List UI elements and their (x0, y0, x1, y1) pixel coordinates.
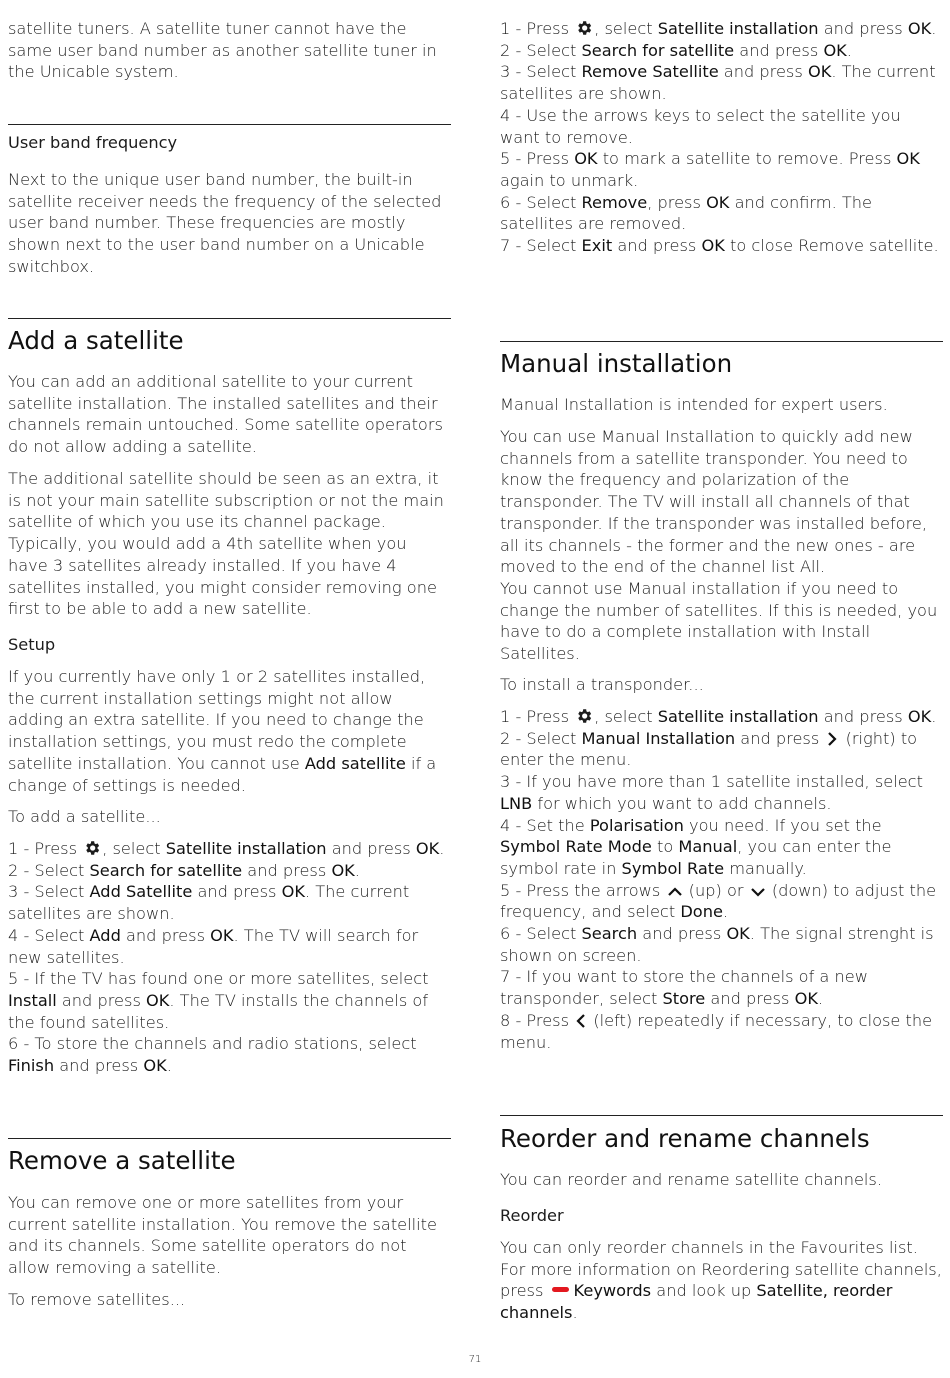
divider (8, 318, 451, 319)
step-2: 2 - Select Search for satellite and press OK. (8, 860, 360, 880)
manual-installation-heading: Manual installation (500, 349, 733, 378)
step-3: 3 - If you have more than 1 satellite installed, select LNB for which you want to add channels. (500, 772, 923, 813)
step-7: 7 - If you want to store the channels of a new transponder, select Store and press OK. (500, 967, 868, 1009)
red-color-key-icon (552, 1287, 569, 1292)
reorder-rename-heading: Reorder and rename channels (500, 1124, 870, 1153)
reorder-paragraph: You can only reorder channels in the Favourites list. For more information on Reordering satellite channels, press Keywords and look up Satellite, reorder channels. (500, 1238, 942, 1323)
page-number: 71 (468, 1354, 482, 1365)
reorder-subheading: Reorder (500, 1206, 564, 1225)
chevron-down-icon (750, 885, 766, 899)
settings-gear-icon (575, 707, 593, 725)
add-satellite-paragraph-1: You can add an additional satellite to your current satellite installation. The installed satellites and their channels remain untouched. Some satellite operators do not allow adding a satellite. (8, 372, 443, 457)
divider (8, 1138, 451, 1139)
step-4: 4 - Set the Polarisation you need. If you set the Symbol Rate Mode to Manual, you can enter the symbol rate in Symbol Rate manually. (500, 815, 892, 878)
add-satellite-lead: To add a satellite... (8, 807, 161, 826)
remove-satellite-paragraph: You can remove one or more satellites from your current satellite installation. You remove the satellite and its channels. Some satellite operators do not allow removing a satellite. (8, 1193, 437, 1278)
setup-paragraph: If you currently have only 1 or 2 satellites installed, the current installation settings might not allow adding an extra satellite. If you need to change the installation settings, you must redo the complete satellite installation. You cannot use Add satellite if a change of settings is needed. (8, 667, 437, 795)
step-6: 6 - To store the channels and radio stations, select Finish and press OK. (8, 1034, 417, 1076)
add-satellite-paragraph-2: The additional satellite should be seen as an extra, it is not your main satellite subscription or not the main satellite of which you use its channel package. Typically, you would add a 4th satellite when you have 3 satellites already installed. If you have 4 satellites installed, you might consider removing one first to be able to add a new satellite. (8, 469, 444, 619)
step-8: 8 - Press (left) repeatedly if necessary, to close the menu. (500, 1010, 933, 1052)
step-5: 5 - Press the arrows (up) or (down) to adjust the frequency, and select Done. (500, 880, 937, 922)
step-4: 4 - Use the arrows keys to select the satellite you want to remove. (500, 105, 901, 147)
step-3: 3 - Select Add Satellite and press OK. The current satellites are shown. (8, 882, 410, 924)
manual-installation-description: You can use Manual Installation to quickly add new channels from a satellite transponder. You need to know the frequency and polarization of the transponder. The TV will install all channels of that transponder. If the transponder was installed before, all its channels - the former and the new ones - are moved to the end of the channel list All. You cannot use Manual installation if you need to change the number of satellites. If this is needed, you have to do a complete installation with Install Satellites. (500, 427, 938, 664)
unicable-intro-paragraph: satellite tuners. A satellite tuner cannot have the same user band number as another satellite tuner in the Unicable system. (8, 19, 437, 82)
user-band-frequency-text: Next to the unique user band number, the built-in satellite receiver needs the frequency of the selected user band number. These frequencies are mostly shown next to the user band number on a Unicable switchbox. (8, 170, 442, 276)
step-2: 2 - Select Search for satellite and press OK. (500, 40, 852, 60)
add-satellite-steps (8, 838, 451, 1077)
manual-installation-lead: To install a transponder... (500, 675, 704, 694)
settings-gear-icon (575, 19, 593, 37)
step-4: 4 - Select Add and press OK. The TV will search for new satellites. (8, 925, 419, 967)
step-6: 6 - Select Remove, press OK and confirm. The satellites are removed. (500, 192, 872, 234)
chevron-up-icon (667, 885, 683, 899)
step-6: 6 - Select Search and press OK. The signal strenght is shown on screen. (500, 924, 934, 965)
step-1: 1 - Press , select Satellite installation and press OK. (500, 19, 937, 38)
user-band-frequency-heading: User band frequency (8, 133, 178, 152)
step-1: 1 - Press , select Satellite installation and press OK. (500, 707, 937, 726)
step-2: 2 - Select Manual Installation and press (right) to enter the menu. (500, 728, 918, 770)
step-1: 1 - Press , select Satellite installation and press OK. (8, 839, 445, 858)
divider (500, 1115, 943, 1116)
step-5: 5 - If the TV has found one or more satellites, select Install and press OK. The TV installs the channels of the found satellites. (8, 969, 429, 1032)
remove-satellite-lead: To remove satellites... (8, 1290, 186, 1309)
remove-satellite-steps (500, 18, 943, 257)
step-7: 7 - Select Exit and press OK to close Remove satellite. (500, 236, 939, 256)
divider (500, 341, 943, 342)
manual-installation-steps (500, 706, 943, 1053)
settings-gear-icon (83, 839, 101, 857)
step-5: 5 - Press OK to mark a satellite to remove. Press OK again to unmark. (500, 149, 920, 190)
chevron-left-icon (575, 1013, 587, 1029)
step-3: 3 - Select Remove Satellite and press OK. The current satellites are shown. (500, 62, 936, 104)
reorder-intro: You can reorder and rename satellite channels. (500, 1170, 882, 1189)
add-satellite-heading: Add a satellite (8, 326, 184, 355)
setup-heading: Setup (8, 635, 56, 654)
chevron-right-icon (825, 731, 839, 747)
manual-installation-intro: Manual Installation is intended for expert users. (500, 395, 888, 414)
divider (8, 124, 451, 125)
remove-satellite-heading: Remove a satellite (8, 1146, 236, 1175)
